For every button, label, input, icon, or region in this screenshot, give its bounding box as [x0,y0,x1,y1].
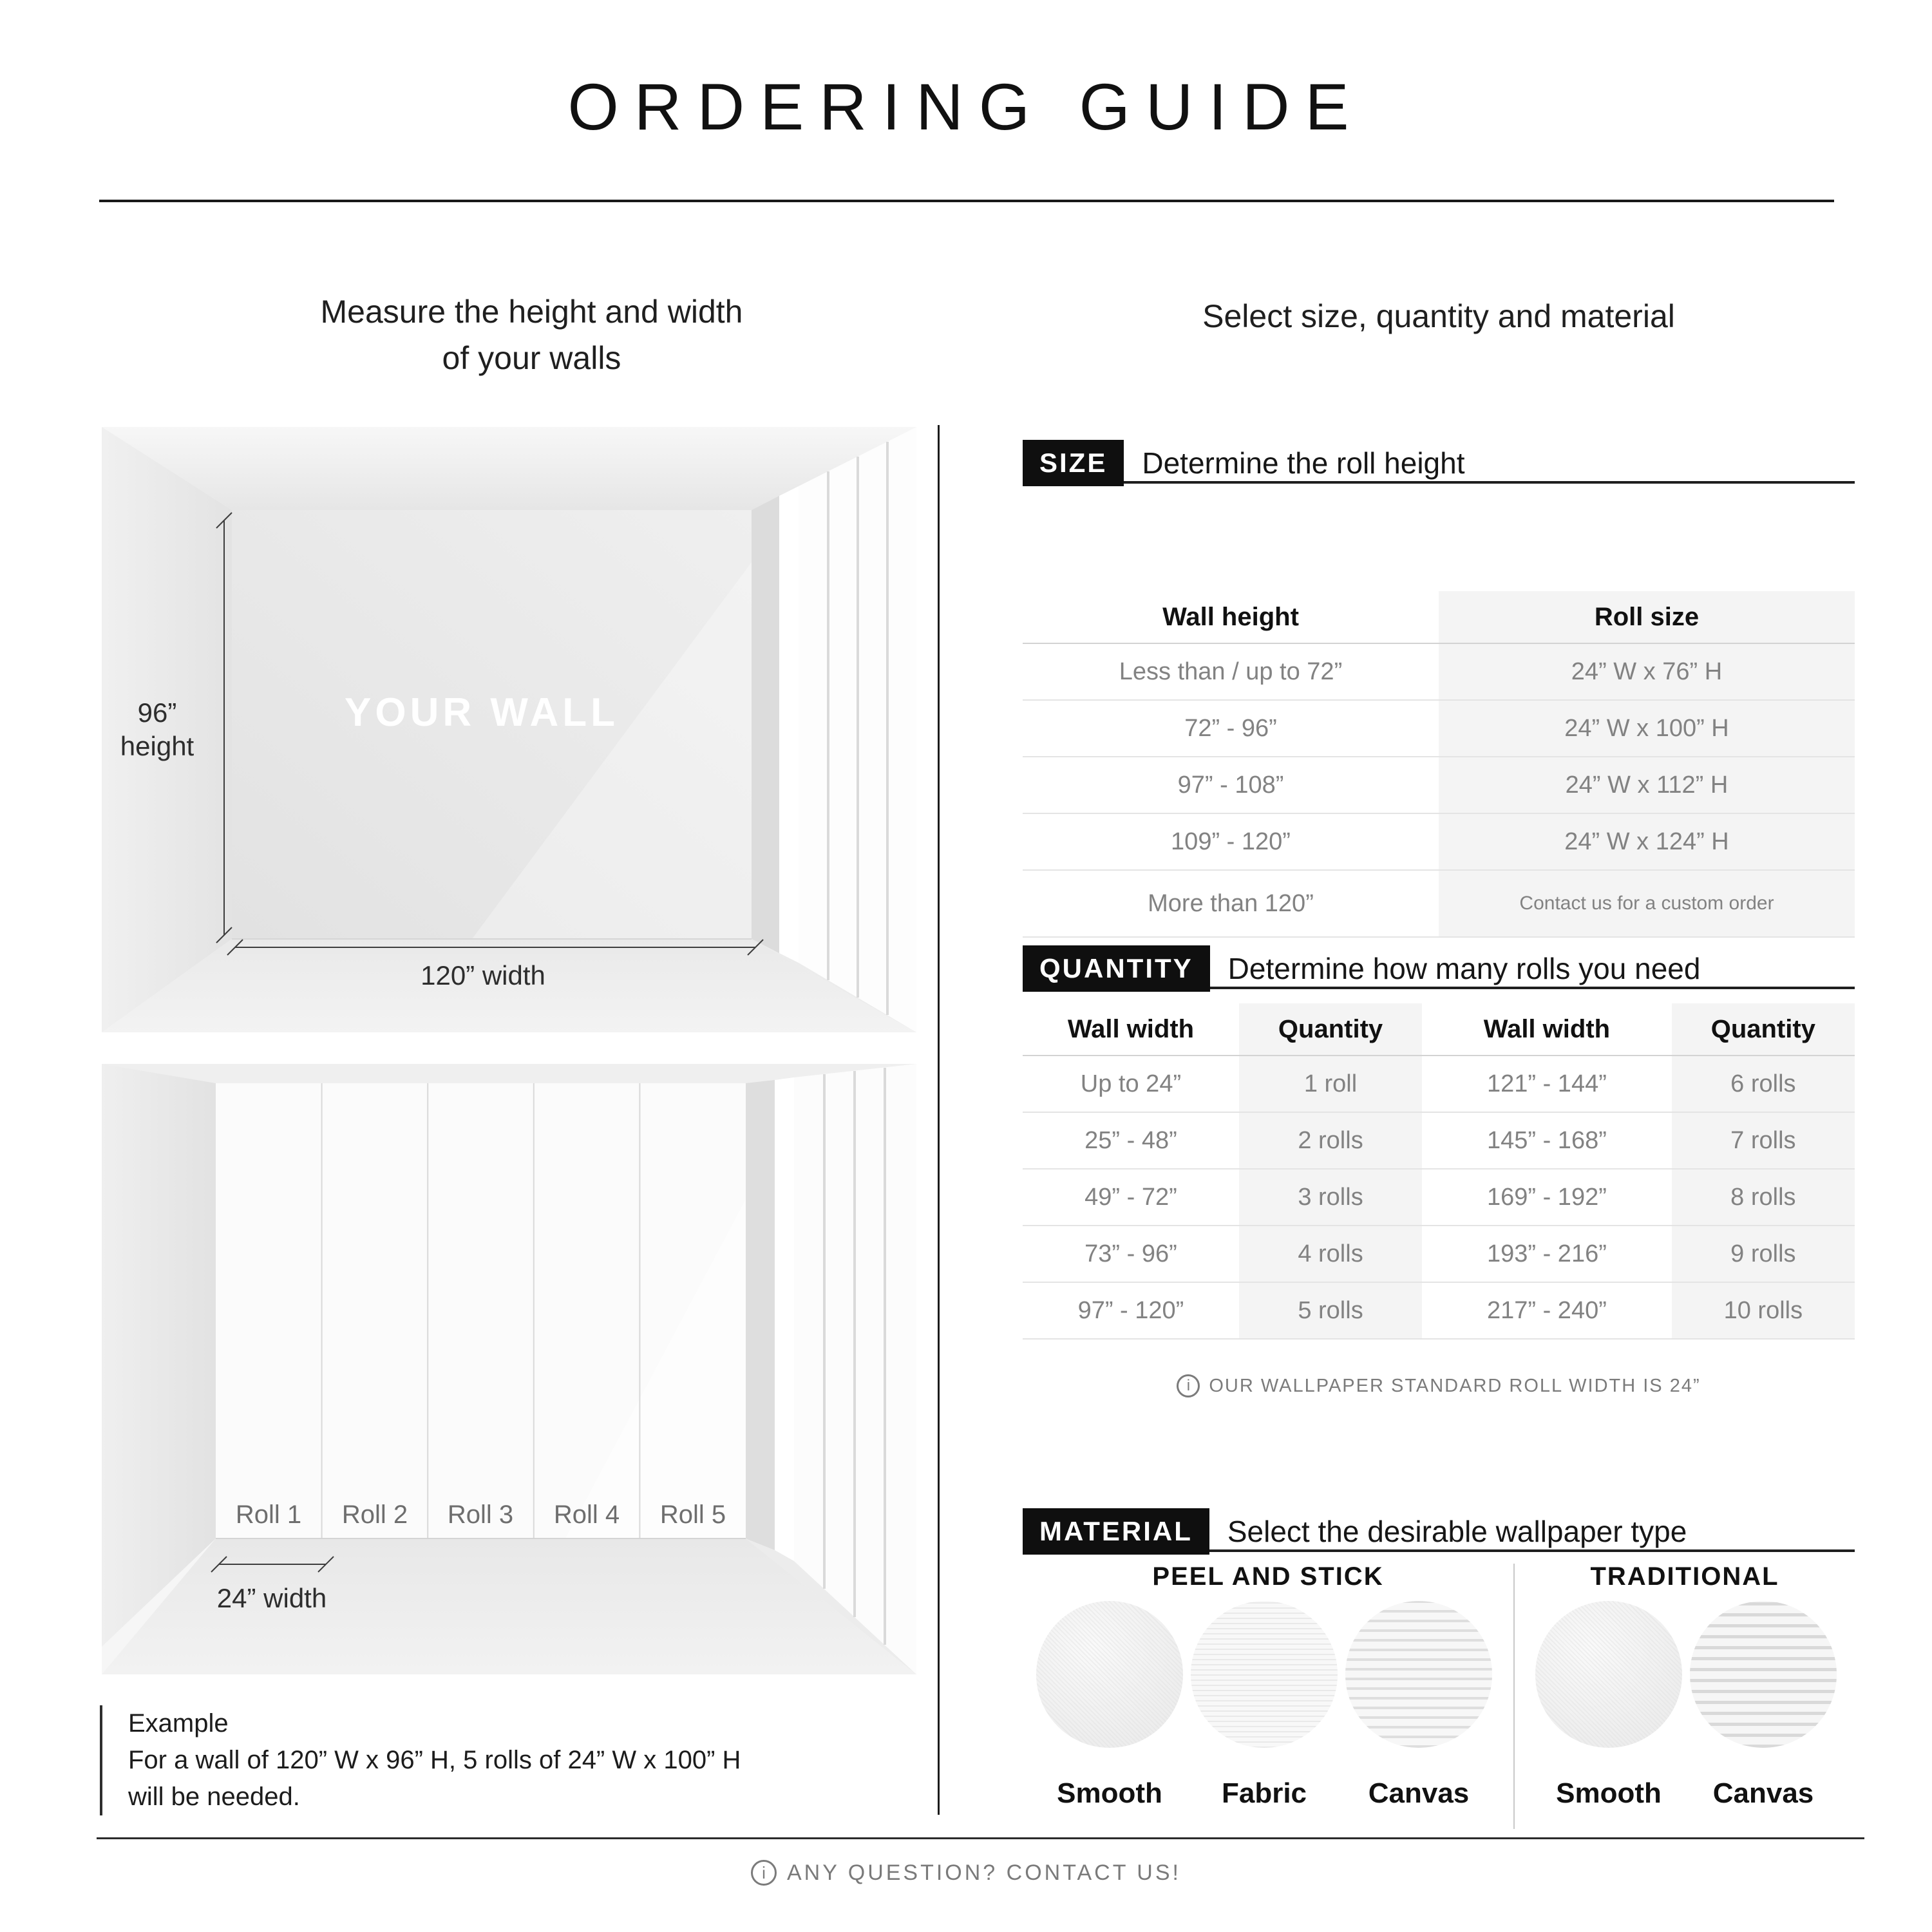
size-section-header [1023,440,1465,486]
quantity-section-header [1023,945,1700,992]
roll-4-label: Roll 4 [553,1501,620,1529]
qty-cell: 5 rolls [1239,1283,1422,1338]
qty-cell: 6 rolls [1672,1056,1855,1112]
size-col-wall-height: Wall height [1162,602,1299,631]
qty-cell: 73” - 96” [1084,1240,1177,1267]
quantity-table-header-row [1023,1003,1855,1056]
wall-height-value: 96” [137,697,177,728]
room1-window-frame [779,486,799,963]
roll-3-label: Roll 3 [447,1501,514,1529]
peel-and-stick-swatches [1036,1601,1492,1748]
fabric-label: Fabric [1221,1777,1307,1809]
room1-window-return [752,496,779,953]
qty-cell: 49” - 72” [1084,1183,1177,1211]
size-wall-2: 97” - 108” [1177,771,1284,799]
info-icon: i [1177,1374,1200,1397]
peel-and-stick-title: PEEL AND STICK [1152,1562,1384,1591]
swatch-smooth-peel [1036,1601,1183,1748]
roll-width-dimension: 24” width [216,1583,327,1613]
qty-cell: 217” - 240” [1486,1296,1607,1324]
size-roll-2: 24” W x 112” H [1439,757,1855,813]
room2-window-frame [775,1077,794,1561]
qty-header-3: Quantity [1672,1003,1855,1055]
quantity-table-row [1023,1226,1855,1283]
traditional-labels [1535,1777,1837,1810]
wall-height-dimension [120,696,194,763]
size-col-roll-size: Roll size [1439,591,1855,643]
size-roll-1: 24” W x 100” H [1439,701,1855,756]
quantity-section-title: Determine how many rolls you need [1227,952,1701,985]
swatch-canvas-peel [1345,1601,1492,1748]
roll-1-label: Roll 1 [235,1501,302,1529]
qty-header-0: Wall width [1067,1014,1195,1043]
room-illustration-rolls [102,1064,916,1674]
room-illustration-wall [102,427,916,1032]
qty-cell: 169” - 192” [1486,1183,1607,1211]
example-block [100,1705,860,1815]
size-table-row [1023,814,1855,871]
material-badge: MATERIAL [1023,1508,1209,1555]
quantity-table [1023,1003,1855,1340]
size-table-row [1023,701,1855,757]
material-section-header [1023,1508,1687,1555]
traditional-title: TRADITIONAL [1590,1562,1779,1591]
peel-and-stick-labels [1036,1777,1492,1810]
qty-cell: 9 rolls [1672,1226,1855,1282]
size-wall-0: Less than / up to 72” [1119,658,1343,685]
qty-cell: 2 rolls [1239,1113,1422,1168]
quantity-table-row [1023,1283,1855,1340]
selection-column [1023,0,1855,1932]
example-title: Example [128,1709,229,1738]
size-wall-1: 72” - 96” [1184,714,1277,742]
canvas-label: Canvas [1712,1777,1814,1809]
qty-cell: Up to 24” [1080,1070,1182,1097]
example-line2: will be needed. [128,1783,300,1811]
swatch-canvas-traditional [1690,1601,1837,1748]
material-group-divider [1513,1564,1515,1829]
footer-contact-text: ANY QUESTION? CONTACT US! [787,1860,1181,1885]
roll-width-note [1023,1374,1855,1397]
size-table [1023,591,1855,938]
wall-width-dimension: 120” width [421,960,545,990]
footer-divider [97,1837,1864,1839]
measure-heading-line2: of your walls [442,340,621,376]
column-divider [938,425,940,1815]
size-wall-3: 109” - 120” [1171,828,1291,855]
room2-window-return [746,1080,775,1550]
size-roll-4: Contact us for a custom order [1439,871,1855,936]
roll-5-label: Roll 5 [659,1501,726,1529]
measure-heading-line1: Measure the height and width [320,294,743,330]
example-line1: For a wall of 120” W x 96” H, 5 rolls of 24” W x 100” H [128,1746,741,1774]
qty-cell: 3 rolls [1239,1170,1422,1225]
wall-height-word: height [120,731,194,761]
page-title: ORDERING GUIDE [567,70,1365,144]
qty-header-1: Quantity [1239,1003,1422,1055]
traditional-swatches [1535,1601,1837,1748]
size-wall-4: More than 120” [1148,889,1314,917]
size-roll-0: 24” W x 76” H [1439,644,1855,699]
qty-cell: 25” - 48” [1084,1126,1177,1154]
swatch-fabric-peel [1191,1601,1338,1748]
smooth-label: Smooth [1057,1777,1162,1809]
qty-header-2: Wall width [1483,1014,1611,1043]
swatch-smooth-traditional [1535,1601,1682,1748]
smooth-label: Smooth [1556,1777,1662,1809]
roll-2-label: Roll 2 [341,1501,408,1529]
qty-cell: 97” - 120” [1077,1296,1184,1324]
size-table-header-row [1023,591,1855,644]
quantity-table-row [1023,1056,1855,1113]
quantity-table-row [1023,1113,1855,1170]
measure-heading [102,289,961,381]
qty-cell: 4 rolls [1239,1226,1422,1282]
roll-width-note-text: OUR WALLPAPER STANDARD ROLL WIDTH IS 24” [1209,1375,1701,1396]
size-section-title: Determine the roll height [1142,446,1465,480]
size-badge: SIZE [1023,440,1124,486]
size-table-row [1023,757,1855,814]
qty-cell: 10 rolls [1672,1283,1855,1338]
quantity-table-row [1023,1170,1855,1226]
quantity-badge: QUANTITY [1023,945,1210,992]
material-section-title: Select the desirable wallpaper type [1227,1515,1687,1548]
canvas-label: Canvas [1368,1777,1470,1809]
qty-cell: 1 roll [1239,1056,1422,1112]
size-roll-3: 24” W x 124” H [1439,814,1855,869]
qty-cell: 193” - 216” [1486,1240,1607,1267]
your-wall-label: YOUR WALL [345,690,619,735]
select-heading-text: Select size, quantity and material [1202,298,1675,334]
footer [0,1860,1932,1886]
qty-cell: 121” - 144” [1486,1070,1607,1097]
size-table-row [1023,871,1855,938]
qty-cell: 8 rolls [1672,1170,1855,1225]
info-icon: i [751,1860,777,1886]
qty-cell: 145” - 168” [1486,1126,1607,1154]
qty-cell: 7 rolls [1672,1113,1855,1168]
size-table-row [1023,644,1855,701]
